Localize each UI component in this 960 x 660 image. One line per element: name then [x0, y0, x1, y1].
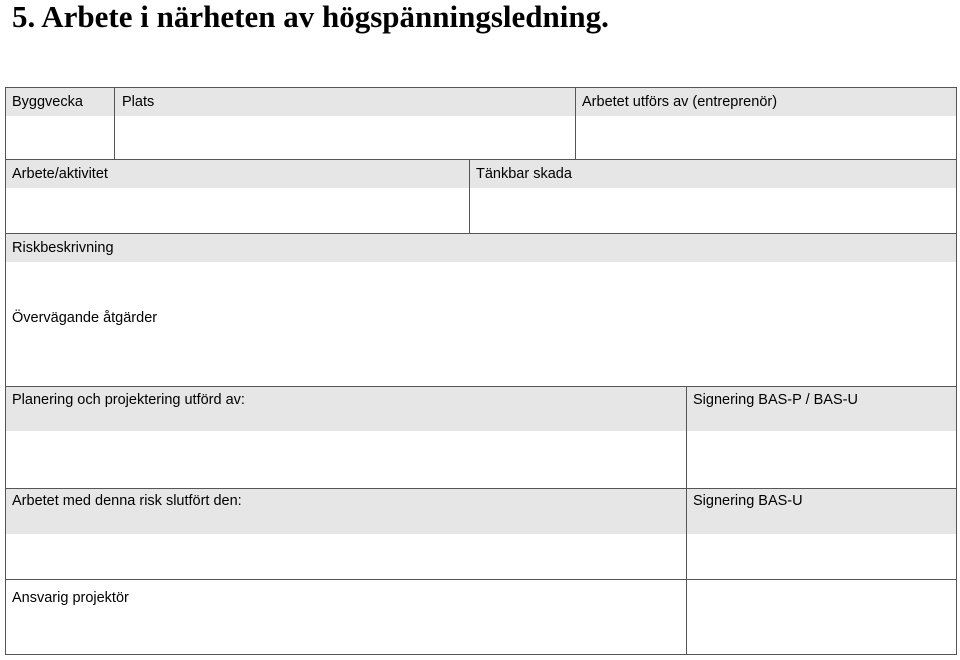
signering-basu-label: Signering BAS-U	[687, 489, 956, 534]
atgarder-label: Övervägande åtgärder	[6, 304, 956, 332]
skada-field[interactable]	[470, 189, 956, 233]
grid-line	[5, 386, 957, 387]
grid-line	[114, 87, 115, 160]
projektor-label: Ansvarig projektör	[6, 580, 686, 616]
signering-basp-field[interactable]	[687, 432, 956, 488]
grid-line	[469, 159, 470, 234]
riskbeskrivning-field[interactable]	[6, 263, 956, 304]
entreprenor-label: Arbetet utförs av (entreprenör)	[576, 88, 956, 116]
slutfort-label: Arbetet med denna risk slutfört den:	[6, 489, 686, 534]
grid-line	[5, 233, 957, 234]
slutfort-field[interactable]	[6, 535, 686, 579]
byggvecka-label: Byggvecka	[6, 88, 114, 116]
grid-line	[5, 87, 957, 88]
projektor-signature-field[interactable]	[687, 580, 956, 654]
atgarder-field[interactable]	[6, 332, 956, 386]
entreprenor-field[interactable]	[576, 117, 956, 159]
grid-line	[5, 87, 6, 655]
skada-label: Tänkbar skada	[470, 160, 956, 188]
grid-line	[5, 488, 957, 489]
aktivitet-label: Arbete/aktivitet	[6, 160, 469, 188]
signering-basp-label: Signering BAS-P / BAS-U	[687, 387, 956, 431]
riskbeskrivning-label: Riskbeskrivning	[6, 234, 956, 262]
planering-field[interactable]	[6, 432, 686, 488]
plats-label: Plats	[115, 88, 575, 116]
page-title: 5. Arbete i närheten av högspänningsledning.	[12, 0, 609, 34]
signering-basu-field[interactable]	[687, 535, 956, 579]
grid-line	[5, 159, 957, 160]
aktivitet-field[interactable]	[6, 189, 469, 233]
grid-line	[575, 87, 576, 160]
planering-label: Planering och projektering utförd av:	[6, 387, 686, 431]
grid-line	[956, 87, 957, 655]
projektor-field[interactable]	[6, 616, 686, 654]
grid-line	[5, 654, 957, 655]
grid-line	[686, 386, 687, 655]
plats-field[interactable]	[115, 117, 575, 159]
byggvecka-field[interactable]	[6, 117, 114, 159]
grid-line	[5, 579, 957, 580]
